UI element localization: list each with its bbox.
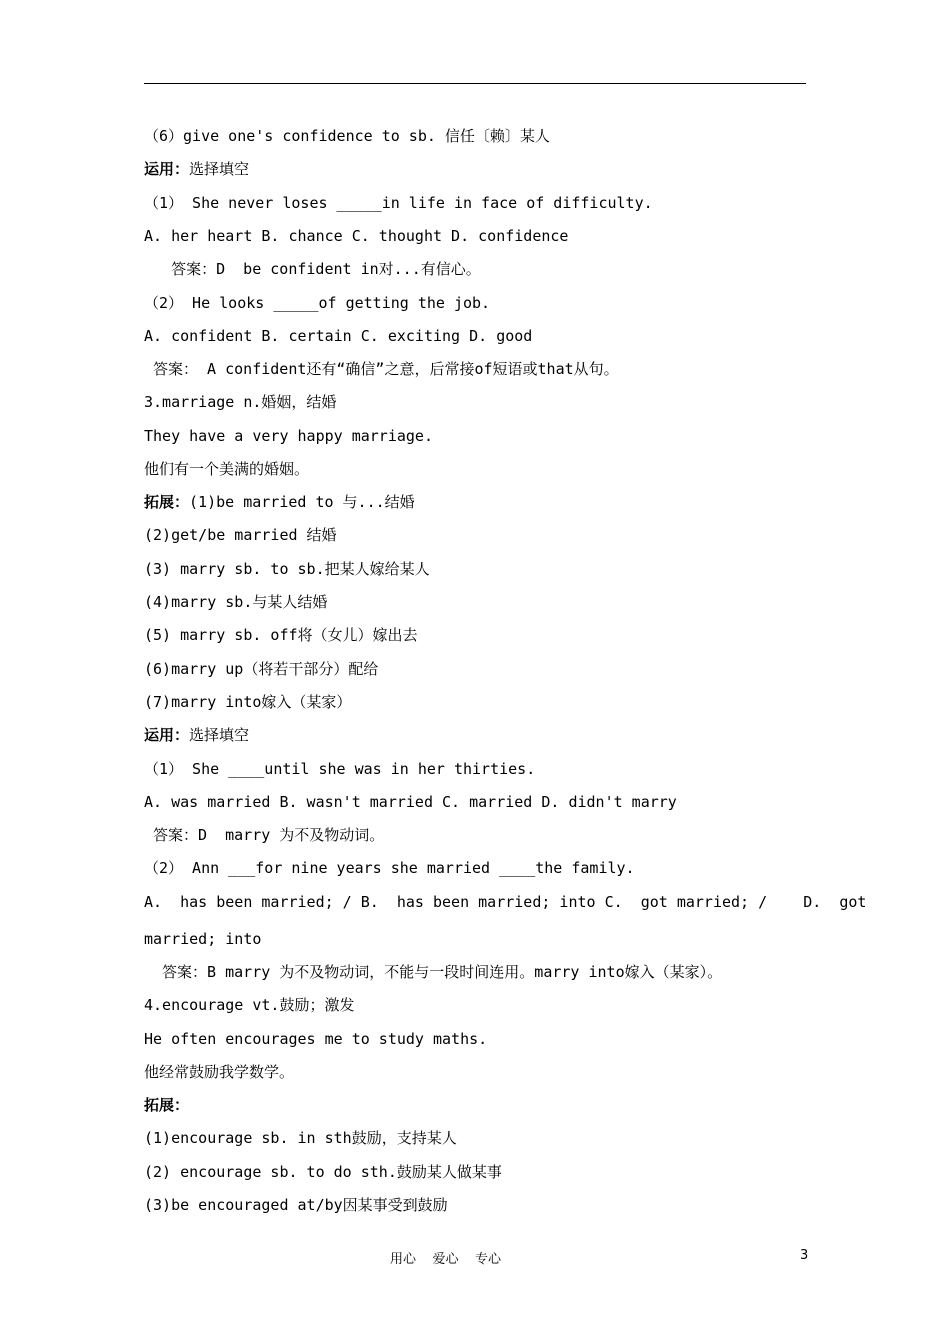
text-line: （2） He looks _____of getting the job. (144, 294, 491, 312)
page-number: 3 (800, 1248, 809, 1263)
text-line: 运用：选择填空 (144, 726, 250, 744)
text-line: （2） Ann ___for nine years she married ____the family. (144, 859, 635, 877)
answer-line: 答案：B marry 为不及物动词，不能与一段时间连用。marry into嫁入（某家）。 (144, 963, 723, 981)
text-line: (2)get/be married 结婚 (144, 526, 337, 544)
answer-line: 答案：D be confident in对...有信心。 (144, 260, 481, 278)
text-line: (5) marry sb. off将（女儿）嫁出去 (144, 626, 418, 644)
text-line: (3)be encouraged at/by因某事受到鼓励 (144, 1196, 448, 1214)
text-line: A. her heart B. chance C. thought D. confidence (144, 227, 569, 245)
text-line: 他经常鼓励我学数学。 (144, 1063, 295, 1081)
text-line: （1） She never loses _____in life in face of difficulty. (144, 194, 653, 212)
text-line: (3) marry sb. to sb.把某人嫁给某人 (144, 560, 430, 578)
section-label: 运用： (144, 160, 190, 178)
section-label: 拓展： (144, 1096, 190, 1114)
text-line: (2) encourage sb. to do sth.鼓励某人做某事 (144, 1163, 502, 1181)
text-line: （1） She ____until she was in her thirties. (144, 760, 536, 778)
text-line: 拓展：(1)be married to 与...结婚 (144, 493, 415, 511)
answer-line: 答案：D marry 为不及物动词。 (144, 826, 385, 844)
text-line: He often encourages me to study maths. (144, 1030, 488, 1048)
text-line: 运用：选择填空 (144, 160, 250, 178)
text-line (144, 1095, 189, 1115)
text-line: (4)marry sb.与某人结婚 (144, 593, 328, 611)
footer-motto: 用心 爱心 专心 (390, 1252, 502, 1267)
text-line: 他们有一个美满的婚姻。 (144, 460, 310, 478)
text-line: (7)marry into嫁入（某家） (144, 693, 352, 711)
text-line: They have a very happy marriage. (144, 427, 433, 445)
answer-line: 答案： A confident还有“确信”之意，后常接of短语或that从句。 (144, 360, 619, 378)
text-line: (1)encourage sb. in sth鼓励，支持某人 (144, 1129, 457, 1147)
text-line: married; into (144, 930, 262, 948)
section-label: 运用： (144, 726, 190, 744)
text-line: A. was married B. wasn't married C. married D. didn't marry (144, 793, 677, 811)
text-line: (6)marry up（将若干部分）配给 (144, 660, 379, 678)
header-rule (144, 83, 806, 84)
heading-line: 3.marriage n.婚姻，结婚 (144, 393, 337, 411)
text-line: A. confident B. certain C. exciting D. good (144, 327, 533, 345)
text-line: （6）give one's confidence to sb. 信任〔赖〕某人 (144, 127, 550, 145)
text-line: A. has been married; / B. has been married; into C. got married; / D. got (144, 893, 867, 911)
heading-line: 4.encourage vt.鼓励；激发 (144, 996, 355, 1014)
section-label: 拓展： (144, 493, 190, 511)
